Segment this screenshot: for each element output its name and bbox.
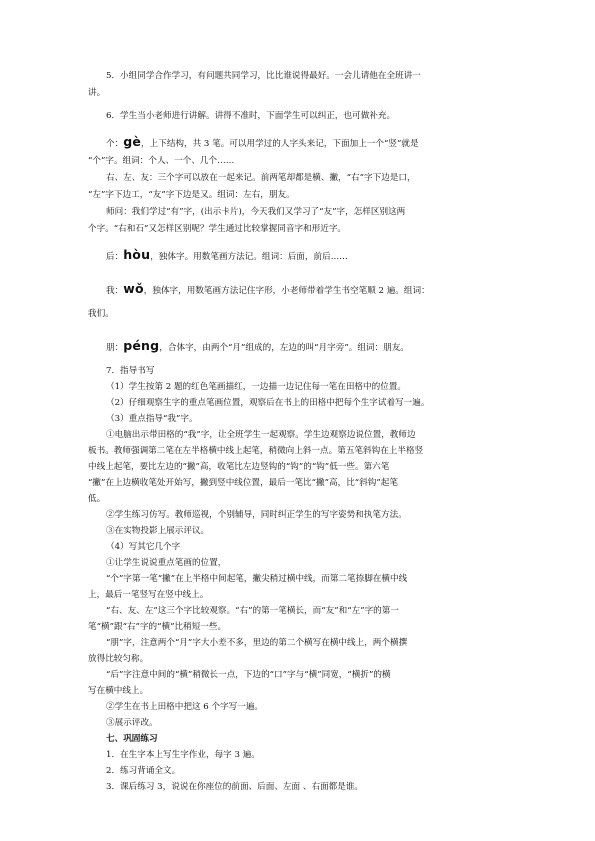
char-wo-label: 我： [106, 286, 124, 296]
others-practice: ②学生在书上田格中把这 6 个字写一遍。 [106, 702, 264, 712]
others-hou-line-2: 写在横中线上。 [88, 686, 149, 696]
char-hou-label: 后： [106, 252, 124, 262]
review-heading: 七、巩固练习 [106, 734, 158, 744]
char-hou-desc: ，独体字。用数笔画方法记。组词：后面，前后…… [150, 252, 348, 262]
review-item-1: 1．在生字本上写生字作业，每字 3 遍。 [106, 750, 260, 760]
writing-guide-item-2: （2）仔细观察生字的重点笔画位置，观察后在书上的田格中把每个生字试着写一遍。 [106, 398, 430, 408]
char-peng-pinyin: péng [123, 338, 160, 353]
char-ge-line-2: “个”字。组词：个人、一个、几个…… [88, 156, 235, 166]
wo-guide-line-1: ①电脑出示带田格的“我”字，让全班学生一起观察。学生边观察边说位置，教师边 [106, 430, 416, 440]
review-item-2: 2．练习背诵全文。 [106, 766, 181, 776]
section-review [88, 731, 510, 795]
teacher-question-line-2: 个字。“右和石”又怎样区别呢？学生通过比较掌握同音字和形近字。 [88, 224, 347, 234]
char-hou [88, 246, 510, 266]
document-body [88, 68, 510, 795]
wo-guide-line-3: 中线上起笔，要比左边的“撇”高，收笔比左边竖钩的“钩”的“钩”低一些。第六笔 [88, 462, 390, 472]
others-you-line-2: 笔“横”跟“右”字的“横”比稍短一些。 [88, 622, 227, 632]
wo-guide-line-2: 板书。教师强调第二笔在左半格横中线上起笔，稍微向上斜一点。第五笔斜钩在上半格竖 [88, 446, 424, 456]
wo-guide-practice: ②学生练习仿写。教师巡视，个别辅导，同时纠正学生的写字姿势和执笔方法。 [106, 510, 407, 520]
char-wo-pinyin: wǒ [123, 281, 144, 296]
char-peng-label: 朋： [106, 343, 124, 353]
step-5-line-1: 5．小组同学合作学习，有问题共同学习，比比谁说得最好。一会儿请他在全班讲一 [106, 71, 421, 81]
others-peng-line-1: “朋”字，注意两个“月”字大小差不多，里边的第二个横写在横中线上，两个横撰 [106, 638, 408, 648]
step-5-line-2: 讲。 [88, 88, 106, 98]
others-hou-line-1: “后”字注意中间的“横”稍微长一点，下边的“口”字与“横”同宽，“横折”的横 [106, 670, 391, 680]
wo-guide-line-5: 低。 [88, 494, 106, 504]
char-ge-line-1 [88, 133, 510, 153]
review-item-3: 3．课后练习 3，说说在你座位的前面、后面、左面 、右面都是谁。 [106, 782, 364, 792]
writing-guide-item-4: （4）写其它几个字 [106, 542, 181, 552]
char-wo-line-2: 我们。 [88, 309, 114, 319]
char-peng-desc: ，合体字，由两个“月”组成的，左边的叫“月字旁”。组词：朋友。 [159, 343, 409, 353]
char-hou-pinyin: hòu [123, 247, 151, 262]
char-peng [88, 337, 510, 357]
others-ge-line-1: “个”字第一笔“撇”在上半格中间起笔，撇尖稍过横中线，而第二笔捺脚在横中线 [106, 574, 408, 584]
char-ge-label: 个： [106, 139, 124, 149]
char-ge-desc: ，上下结构，共 3 笔。可以用学过的人字头来记，下面加上一个“竖”就是 [141, 139, 419, 149]
writing-guide-item-1: （1）学生按第 2 题的红色笔画描红，一边描一边记住每一笔在田格中的位置。 [106, 382, 406, 392]
writing-guide-item-3: （3）重点指导“我”字。 [106, 414, 198, 424]
char-wo-desc: ，独体字，用数笔画方法记住字形，小老师带着学生书空笔顺 2 遍。组词： [143, 286, 430, 296]
teacher-question-line-1: 师问：我们学过“有”字，(出示卡片)，今天我们又学习了“友”字，怎样区别这两 [106, 207, 406, 217]
others-you-line-1: “右、友、左”这三个字比较观察。“右”的第一笔横长，而“友”和“左”字的第一 [106, 606, 399, 616]
step-6: 6．学生当小老师进行讲解。讲得不准时，下面学生可以纠正，也可做补充。 [106, 111, 396, 121]
char-ge-pinyin: gè [123, 134, 142, 149]
section-writing-guide [88, 363, 510, 731]
others-peng-line-2: 放得比较匀称。 [88, 654, 149, 664]
wo-guide-line-4: “撇”在上边横收笔处开始写，撇到竖中线位置，最后一笔比“撇”高，比“斜钩”起笔 [88, 478, 398, 488]
others-guide-intro: ①让学生说说重点笔画的位置， [106, 558, 227, 568]
char-you-line-2: “左”字下边工，“友”字下边是又。组词：左右，朋友。 [88, 190, 295, 200]
char-you-line-1: 右、左、友：三个字可以放在一起来记。前两笔却都是横、撇，“右”字下边是口， [106, 173, 416, 183]
writing-guide-title: 7．指导书写 [106, 366, 155, 376]
wo-guide-display: ③在实物投影上展示评议。 [106, 526, 210, 536]
char-wo-line-1 [88, 280, 510, 300]
others-display: ③展示评改。 [106, 718, 158, 728]
others-ge-line-2: 上，最后一笔竖写在竖中线上。 [88, 590, 209, 600]
